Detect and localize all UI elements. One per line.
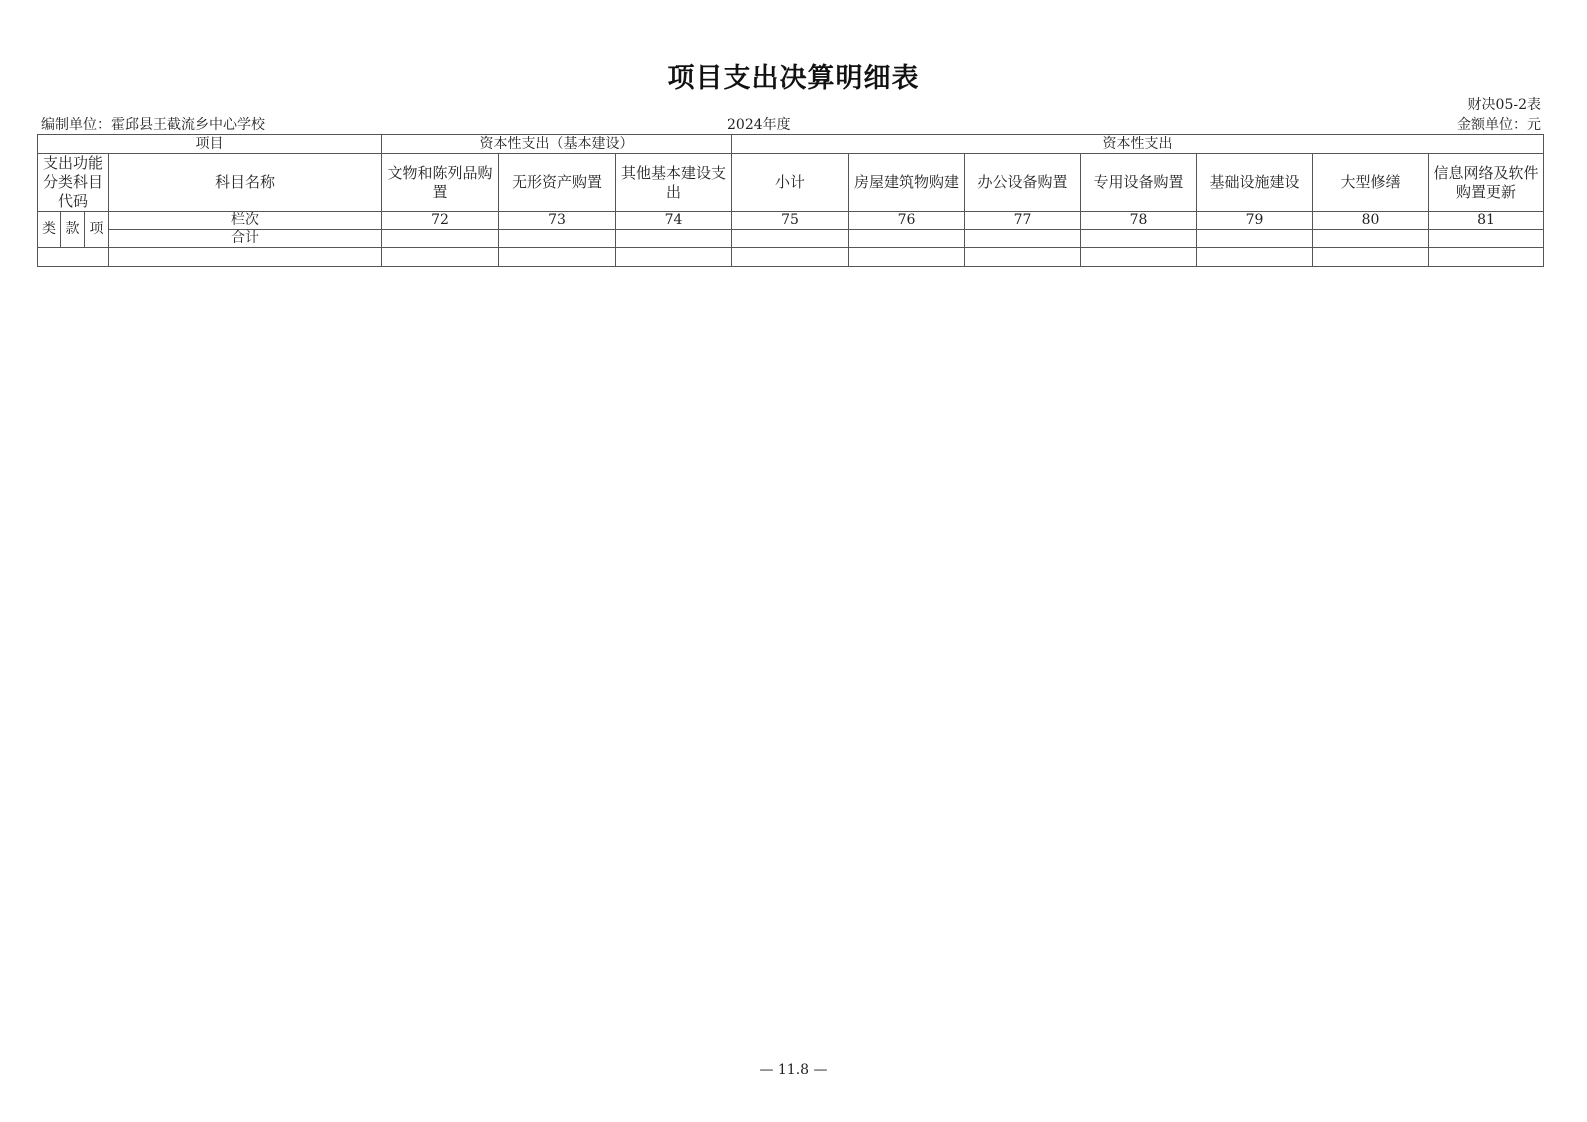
table-cell (1429, 248, 1544, 267)
group-capital-basic-header: 资本性支出（基本建设） (382, 135, 732, 154)
col-header: 其他基本建设支出 (616, 154, 732, 212)
lanci-label: 栏次 (109, 212, 382, 230)
col-header: 房屋建筑物购建 (849, 154, 965, 212)
amount-unit: 金额单位：元 (1457, 117, 1541, 133)
expenditure-table (37, 134, 1544, 267)
table-cell (109, 248, 382, 267)
col-header: 办公设备购置 (965, 154, 1081, 212)
total-row (38, 230, 1544, 248)
lanci-number: 79 (1197, 212, 1313, 230)
col-header: 文物和陈列品购置 (382, 154, 499, 212)
lanci-number: 75 (732, 212, 849, 230)
group-capital-header: 资本性支出 (732, 135, 1544, 154)
lanci-number: 76 (849, 212, 965, 230)
table-cell (1197, 230, 1313, 248)
col-header: 无形资产购置 (499, 154, 616, 212)
lanci-number: 80 (1313, 212, 1429, 230)
org-unit: 编制单位：霍邱县王截流乡中心学校 (41, 117, 265, 133)
col-header: 信息网络及软件购置更新 (1429, 154, 1544, 212)
lanci-row (38, 212, 1544, 230)
col-header: 大型修缮 (1313, 154, 1429, 212)
table-cell (1313, 248, 1429, 267)
table-cell (1081, 248, 1197, 267)
subject-name-header: 科目名称 (109, 154, 382, 212)
table-cell (849, 230, 965, 248)
group-item-header: 项目 (38, 135, 382, 154)
lanci-number: 72 (382, 212, 499, 230)
col-header: 专用设备购置 (1081, 154, 1197, 212)
table-cell (38, 248, 109, 267)
func-code-header: 支出功能分类科目代码 (38, 154, 109, 212)
table-cell (499, 248, 616, 267)
meta-row (41, 114, 1541, 132)
table-cell (965, 230, 1081, 248)
lanci-number: 77 (965, 212, 1081, 230)
col-header: 基础设施建设 (1197, 154, 1313, 212)
col-header: 小计 (732, 154, 849, 212)
table-cell (616, 248, 732, 267)
table-cell (499, 230, 616, 248)
total-label: 合计 (109, 230, 382, 248)
table-cell (732, 248, 849, 267)
code-kuan: 款 (61, 212, 85, 248)
table-cell (1197, 248, 1313, 267)
report-year: 2024年度 (727, 117, 791, 133)
table-cell (382, 230, 499, 248)
table-cell (849, 248, 965, 267)
lanci-number: 74 (616, 212, 732, 230)
table-cell (616, 230, 732, 248)
table-cell (382, 248, 499, 267)
table-cell (732, 230, 849, 248)
empty-row (38, 248, 1544, 267)
table-cell (1081, 230, 1197, 248)
column-header-row (38, 154, 1544, 212)
code-xiang: 项 (85, 212, 109, 248)
page-number: — 11.8 — (759, 1062, 828, 1078)
code-lei: 类 (38, 212, 61, 248)
table-cell (965, 248, 1081, 267)
table-cell (1429, 230, 1544, 248)
group-header-row (38, 135, 1544, 154)
form-code: 财决05-2表 (1467, 97, 1541, 113)
table-cell (1313, 230, 1429, 248)
lanci-number: 73 (499, 212, 616, 230)
lanci-number: 81 (1429, 212, 1544, 230)
page-title: 项目支出决算明细表 (667, 63, 920, 94)
lanci-number: 78 (1081, 212, 1197, 230)
